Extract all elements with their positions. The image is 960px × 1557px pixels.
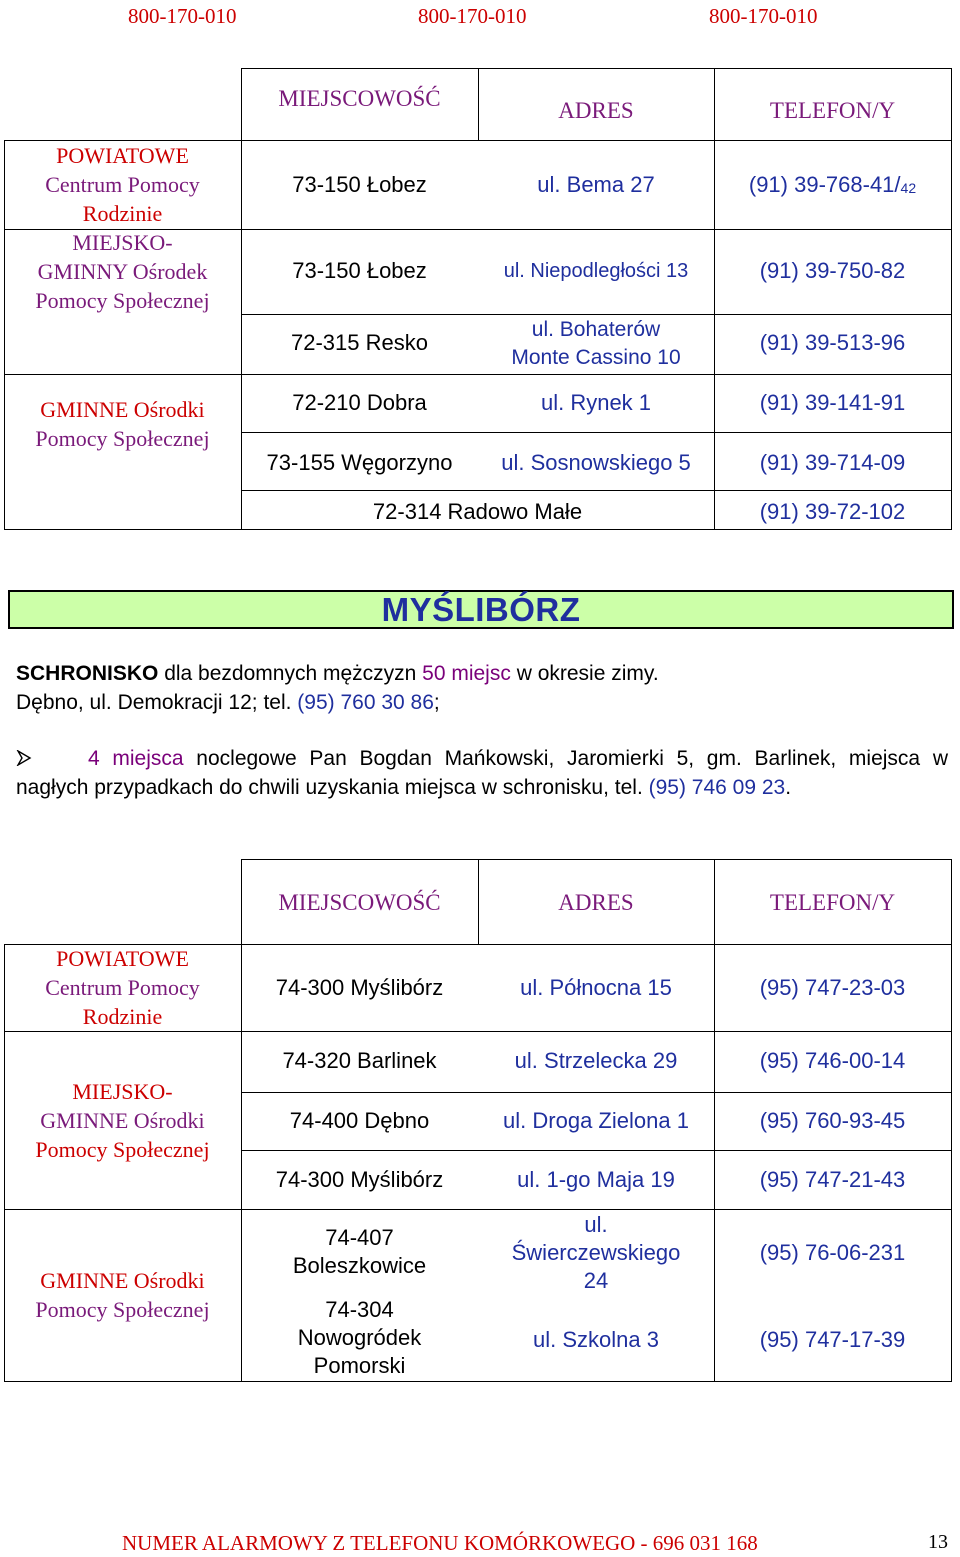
table-cell-phone: (91) 39-513-96 (759, 330, 906, 355)
table-cell-address: ul. Rynek 1 (540, 390, 652, 415)
table-cell-address: ul. Bema 27 (537, 172, 655, 197)
section-title: MYŚLIBÓRZ (381, 590, 581, 628)
table-cell-place: 74-320 Barlinek (282, 1048, 437, 1073)
category-powiatowe: POWIATOWE Centrum Pomocy Rodzinie (45, 143, 200, 226)
table-cell-address: ul. Północna 15 (520, 975, 672, 1000)
bullet-item: 4 miejsca noclegowe Pan Bogdan Mańkowski, Jaromierki 5, gm. Barlinek, miejsca w nagłych przypadkach do chwili uzyskania miejsca w schronisku, tel. (95) 746 09 23. (16, 744, 948, 802)
table-cell-phone: (91) 39-768-41/ 42 (748, 172, 917, 197)
table-cell-place: 73-155 Węgorzyno (266, 450, 453, 475)
table-cell-place: 72-315 Resko (291, 330, 428, 355)
table-cell-phone: (91) 39-72-102 (759, 499, 906, 524)
table-cell-address: ul. Niepodległości 13 (503, 260, 689, 282)
header-address: ADRES (558, 889, 634, 915)
table-cell-place: 74-304 Nowogródek Pomorski (297, 1297, 422, 1378)
category-gminne: GMINNE Ośrodki Pomocy Społecznej (35, 397, 210, 451)
table-cell-address: ul. Strzelecka 29 (514, 1048, 678, 1073)
table-cell-phone: (91) 39-750-82 (759, 258, 906, 283)
table-cell-address: ul. Szkolna 3 (533, 1327, 659, 1352)
header-place: MIEJSCOWOŚĆ (278, 889, 441, 915)
table-cell-place: 73-150 Łobez (292, 258, 427, 283)
hotline-number: 800-170-010 (418, 4, 527, 28)
top-phone-strip (0, 4, 960, 30)
table-cell-place: 74-300 Myślibórz (275, 1167, 444, 1192)
table-cell-phone: (95) 76-06-231 (759, 1240, 906, 1265)
header-address: ADRES (558, 97, 634, 123)
table-cell-phone: (95) 747-23-03 (759, 975, 906, 1000)
table-cell-address: ul. Sosnowskiego 5 (501, 450, 691, 475)
table-cell-place: 72-314 Radowo Małe (372, 499, 583, 524)
page-footer (0, 1531, 960, 1557)
page-number: 13 (928, 1531, 948, 1553)
category-powiatowe: POWIATOWE Centrum Pomocy Rodzinie (45, 946, 200, 1029)
section-banner (8, 590, 954, 629)
header-phone: TELEFON/Y (769, 889, 896, 915)
table-cell-place: 74-400 Dębno (289, 1108, 430, 1133)
header-place: MIEJSCOWOŚĆ (278, 85, 441, 111)
table-cell-place: 72-210 Dobra (292, 390, 427, 415)
table-cell-phone: (95) 746-00-14 (759, 1048, 906, 1073)
table-cell-address: ul. 1-go Maja 19 (517, 1167, 675, 1192)
category-gminne: GMINNE Ośrodki Pomocy Społecznej (35, 1268, 210, 1322)
table-cell-address: ul. Droga Zielona 1 (503, 1108, 689, 1133)
table-cell-phone: (95) 760-93-45 (759, 1108, 906, 1133)
table-cell-phone: (91) 39-141-91 (759, 390, 906, 415)
table-cell-phone: (95) 747-17-39 (759, 1327, 906, 1352)
table-cell-place: 74-300 Myślibórz (275, 975, 444, 1000)
arrow-bullet-icon (16, 744, 42, 773)
hotline-number: 800-170-010 (128, 4, 237, 28)
table-cell-phone: (91) 39-714-09 (759, 450, 906, 475)
header-phone: TELEFON/Y (769, 97, 896, 123)
hotline-number: 800-170-010 (709, 4, 818, 28)
table-cell-phone: (95) 747-21-43 (759, 1167, 906, 1192)
shelter-line: SCHRONISKO dla bezdomnych mężczyzn 50 miejsc w okresie zimy. (16, 662, 659, 685)
table-cell-place: 73-150 Łobez (292, 172, 427, 197)
category-miejsko: MIEJSKO- GMINNY Ośrodek Pomocy Społecznej (35, 230, 210, 313)
table-cell-place: 74-407 Boleszkowice (292, 1225, 427, 1278)
table-cell-address: ul. Bohaterów Monte Cassino 10 (511, 318, 681, 369)
shelter-address: Dębno, ul. Demokracji 12; tel. (95) 760 30 86; (16, 691, 440, 714)
alarm-number-text: NUMER ALARMOWY Z TELEFONU KOMÓRKOWEGO - 696 031 168 (122, 1531, 758, 1555)
table-cell-address: ul. Świerczewskiego 24 (511, 1212, 681, 1293)
category-miejsko: MIEJSKO- GMINNE Ośrodki Pomocy Społecznej (35, 1078, 210, 1162)
